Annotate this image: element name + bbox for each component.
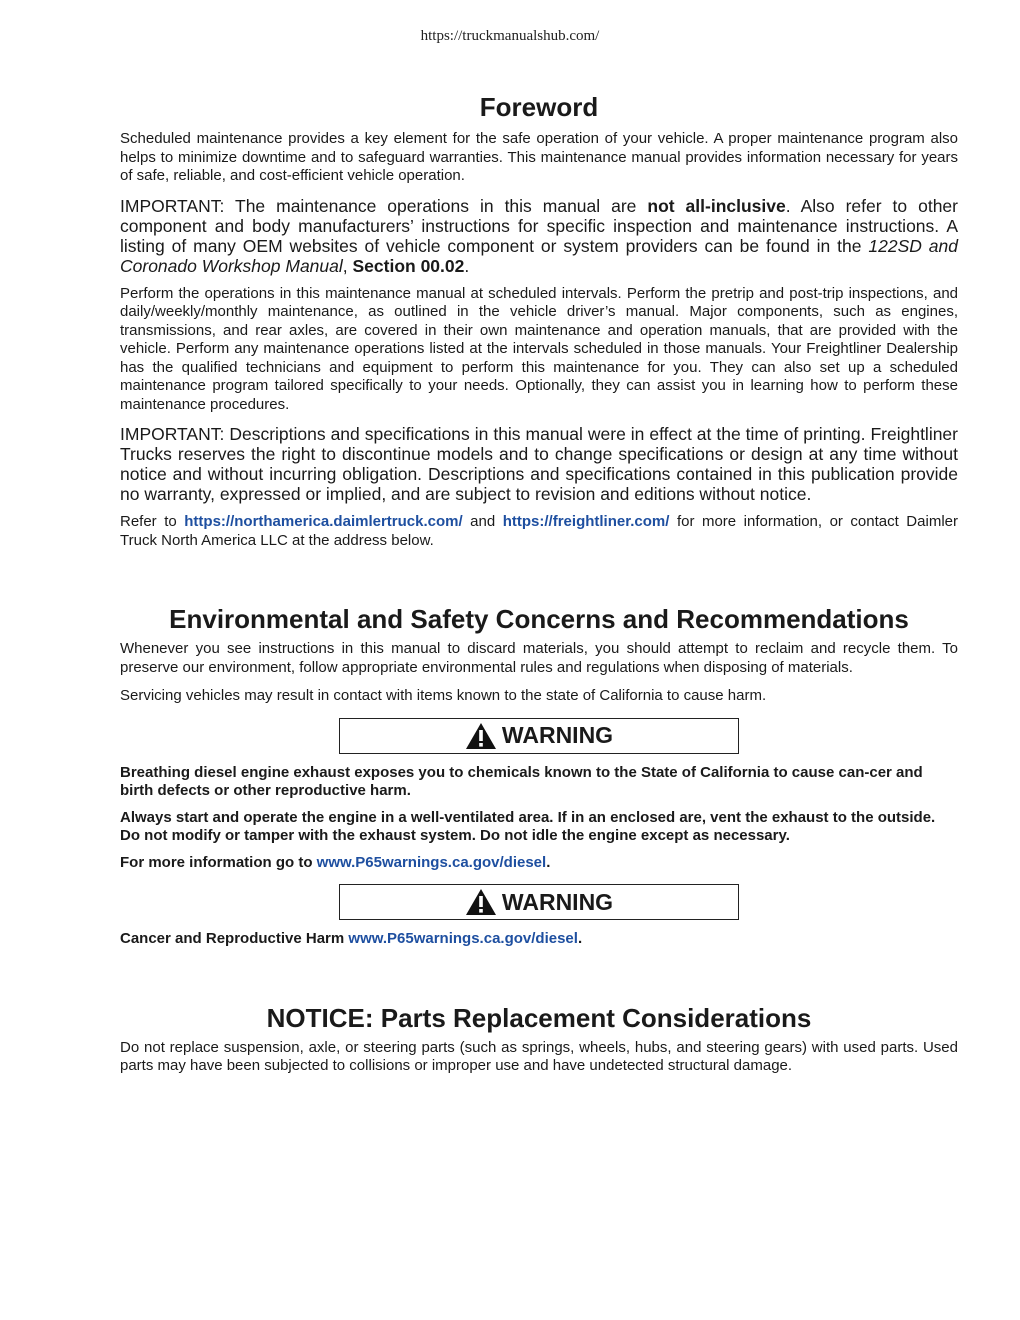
p65-diesel-link-2[interactable]: www.P65warnings.ca.gov/diesel (348, 930, 578, 947)
environment-title: Environmental and Safety Concerns and Recommendations (169, 604, 909, 634)
text-run: . (546, 853, 551, 871)
text-run: . Also refer to other component and body manufacturers’ instructions for specific inspection and maintenance instructions. A listing of many OEM websites of vehicle component or system providers can be found in the (120, 195, 958, 256)
warning-box-1 (339, 718, 739, 754)
text-run: . (577, 930, 583, 947)
warning-box-2 (339, 884, 739, 920)
warning-triangle-icon (465, 722, 497, 750)
freightliner-link[interactable]: https://freightliner.com/ (502, 513, 670, 530)
environment-paragraph-1: Whenever you see instructions in this manual to discard materials, you should attempt to reclaim and recycle them. To preserve our environment, follow appropriate environmental rules and regulations when disposing of materials. (120, 640, 958, 676)
page-content (120, 90, 958, 1086)
foreword-important-2: IMPORTANT: Descriptions and specifications in this manual were in effect at the time of printing. Freightliner Trucks reserves the right to discontinue models and to change specifications or design at any time without notice and without incurring obligation. Descriptions and specifications contained in this publication provide no warranty, expressed or implied, and are subject to revision and editions without notice. (120, 424, 958, 504)
text-run: Refer to (120, 513, 185, 530)
foreword-paragraph-3: Perform the operations in this maintenance manual at scheduled intervals. Perform the pretrip and post-trip inspections, and daily/weekly/monthly maintenance, as outlined in the vehicle driver’s manual. Major components, such as engines, transmissions, and rear axles, are covered in their own maintenance and operation manuals, that are provided with the vehicle. Perform any maintenance operations listed at the intervals scheduled in those manuals. Your Freightliner Dealership has the qualified technicians and equipment to perform this maintenance for you. They can also set up a scheduled maintenance program tailored specifically to your needs. Optionally, they can assist you in learning how to perform these maintenance procedures. (120, 284, 958, 413)
warning-2-paragraph-1 (120, 930, 958, 949)
warning-triangle-icon (465, 888, 497, 916)
warning-label: WARNING (501, 888, 614, 915)
foreword-paragraph-1: Scheduled maintenance provides a key element for the safe operation of your vehicle. A proper maintenance program also helps to minimize downtime and to safeguard warranties. This maintenance manual provides information necessary for years of safe, reliable, and cost-efficient vehicle operation. (120, 130, 958, 184)
notice-title: NOTICE: Parts Replacement Considerations (266, 1002, 812, 1033)
section-reference: Section 00.02 (352, 255, 465, 276)
warning-1-paragraph-3 (120, 854, 958, 873)
text-run: for more information, or contact Daimler Truck North America LLC at the address below. (120, 513, 958, 549)
text-run: . (464, 255, 470, 276)
p65-diesel-link-1[interactable]: www.P65warnings.ca.gov/diesel (316, 853, 547, 871)
text-run: , (342, 255, 353, 276)
foreword-title: Foreword (479, 92, 599, 122)
warning-label: WARNING (501, 722, 614, 748)
foreword-refer-links (120, 513, 958, 550)
text-run: IMPORTANT: The maintenance operations in this manual are (120, 195, 648, 216)
text-run: and (462, 513, 503, 530)
notice-paragraph-1: Do not replace suspension, axle, or steering parts (such as springs, wheels, hubs, and steering gears) with used parts. Used parts may have been subjected to collisions or improper use and have undetected structural damage. (120, 1038, 958, 1074)
environment-paragraph-2: Servicing vehicles may result in contact with items known to the state of California to cause harm. (120, 687, 767, 704)
warning-1-paragraph-1: Breathing diesel engine exhaust exposes you to chemicals known to the State of California to cause can-cer and birth defects or other reproductive harm. (120, 763, 923, 799)
header-url[interactable]: https://truckmanualshub.com/ (420, 28, 600, 44)
foreword-important-1 (120, 196, 958, 276)
workshop-manual-reference: 122SD and Coronado Workshop Manual (120, 235, 958, 276)
text-run: Cancer and Reproductive Harm (120, 930, 349, 947)
text-run: For more information go to (120, 853, 317, 871)
warning-1-paragraph-2: Always start and operate the engine in a well-ventilated area. If in an enclosed are, vent the exhaust to the outside. Do not modify or tamper with the exhaust system. Do not idle the engine except as necessary. (120, 808, 936, 844)
emphasis-not-all-inclusive: not all-inclusive (647, 195, 786, 216)
daimler-truck-link[interactable]: https://northamerica.daimlertruck.com/ (184, 513, 463, 530)
